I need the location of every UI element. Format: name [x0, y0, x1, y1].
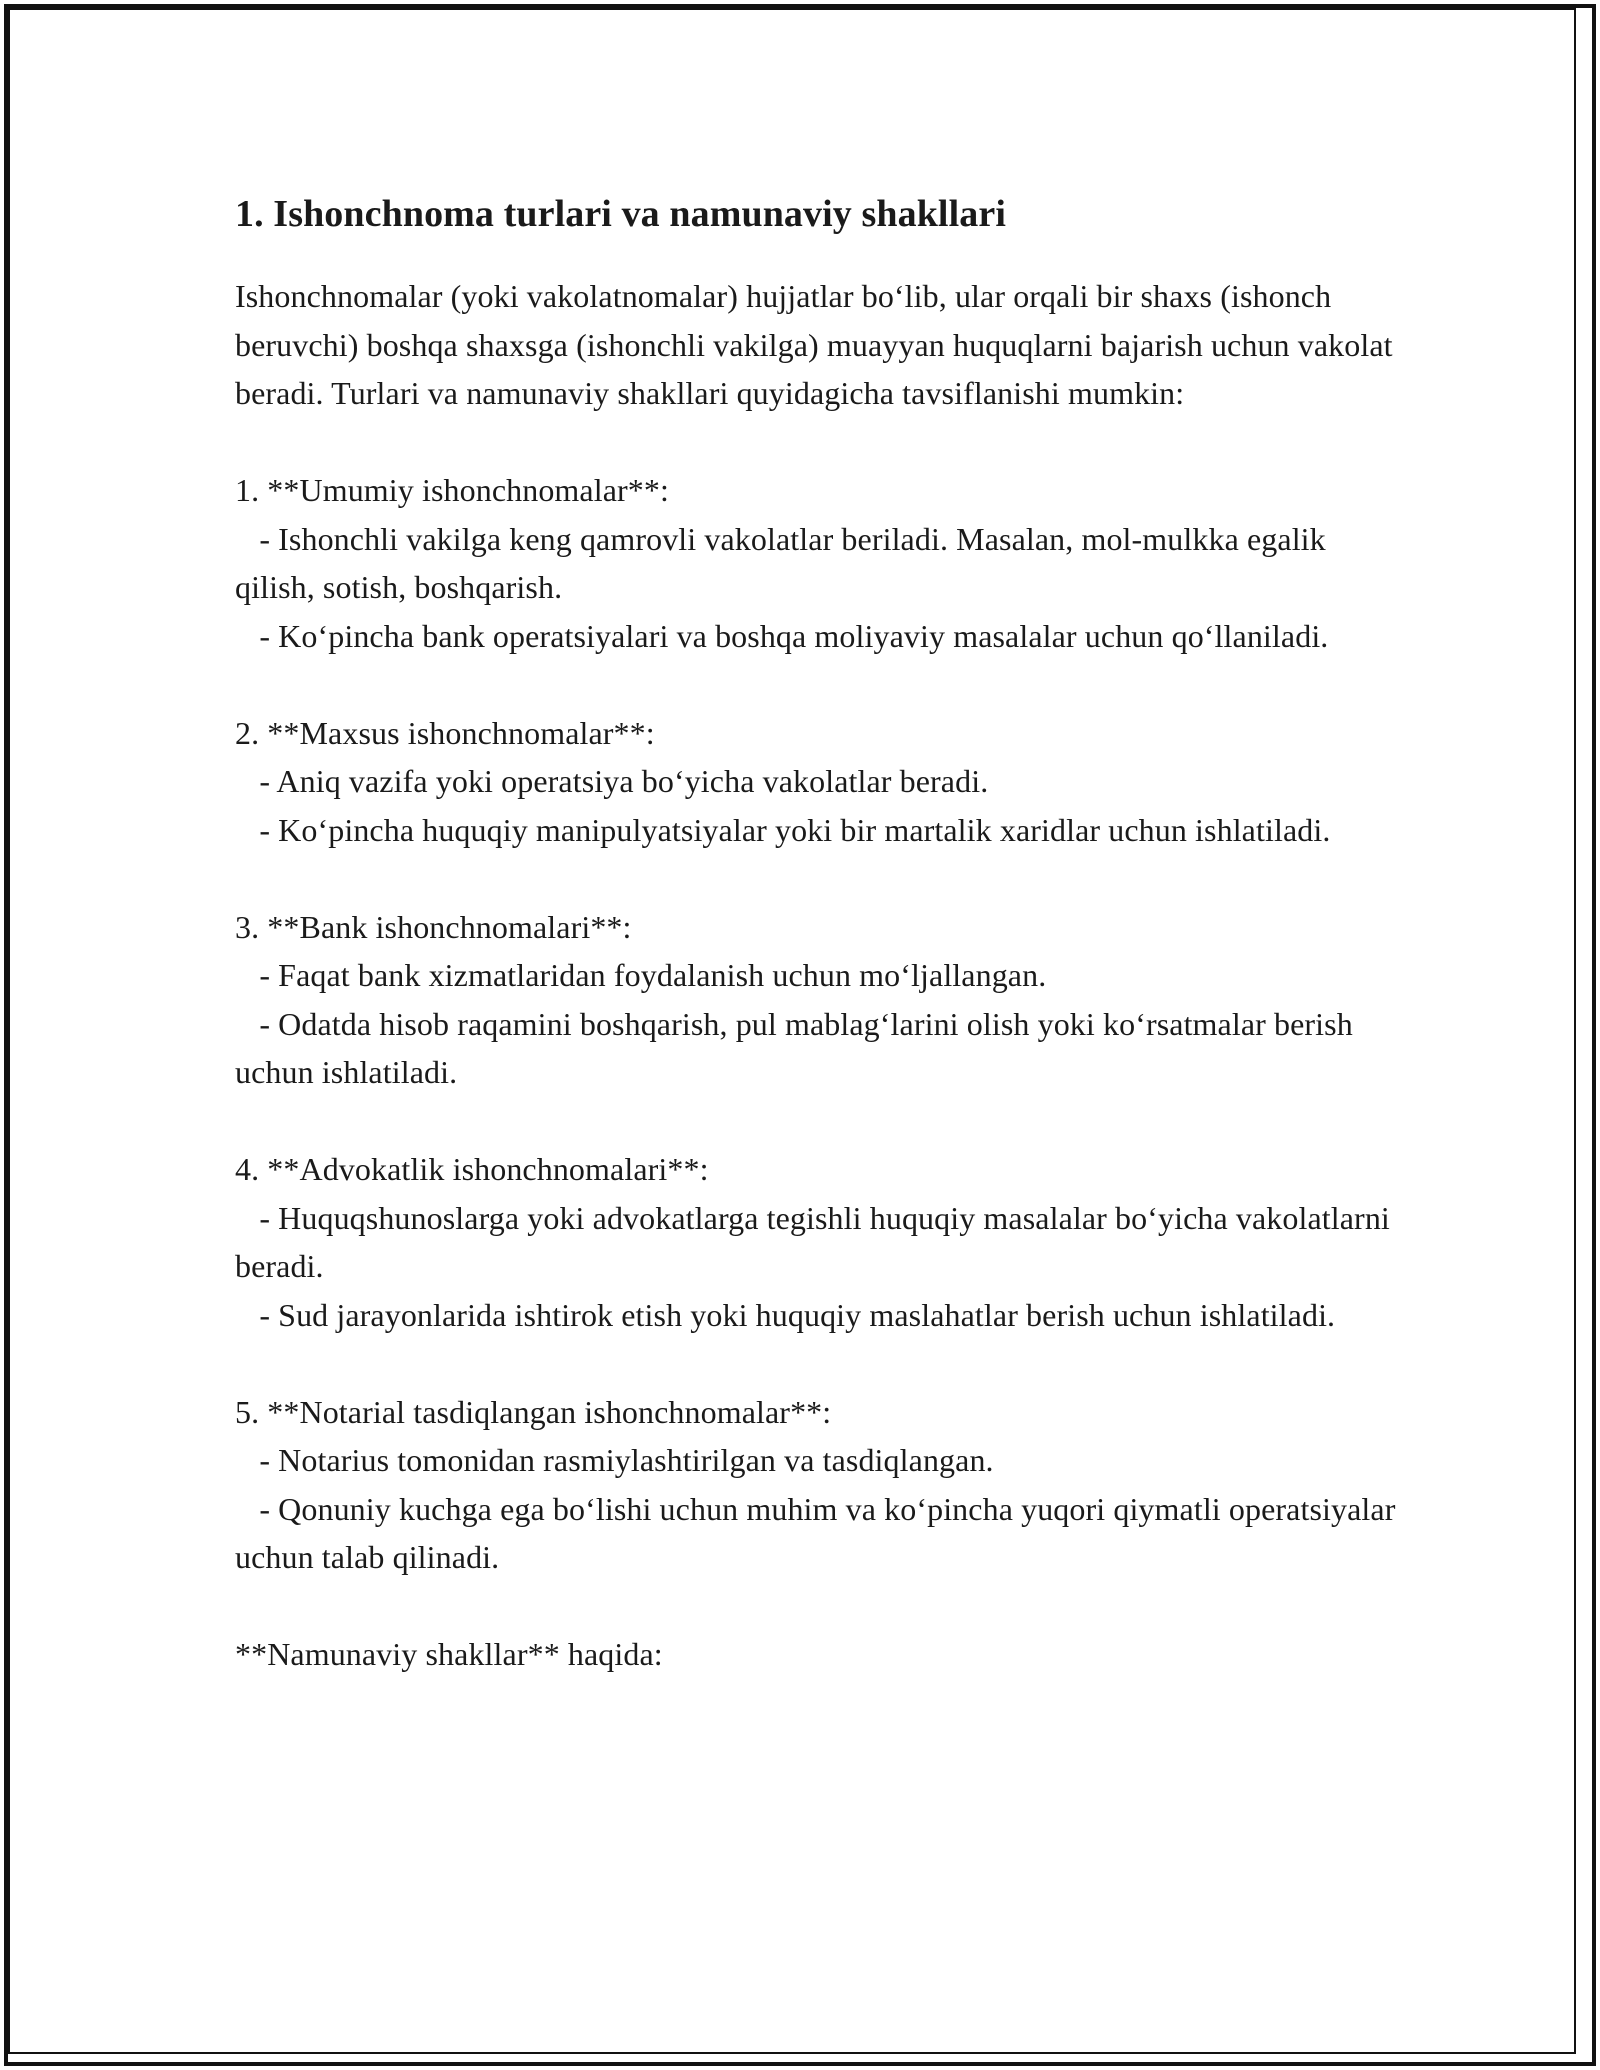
section-bullet: - Ko‘pincha huquqiy manipulyatsiyalar yoki bir martalik xaridlar uchun ishlatiladi. [235, 811, 1331, 848]
blank-line [235, 660, 1405, 709]
section-title: 5. **Notarial tasdiqlangan ishonchnomalar**: [235, 1393, 832, 1430]
blank-line [235, 1339, 1405, 1388]
section-bullet: - Aniq vazifa yoki operatsiya bo‘yicha vakolatlar beradi. [235, 763, 989, 799]
section-1 [235, 466, 1405, 660]
section-5 [235, 1388, 1405, 1582]
closing-line: **Namunaviy shakllar** haqida: [235, 1636, 663, 1672]
section-bullet: - Ishonchli vakilga keng qamrovli vakolatlar beriladi. Masalan, mol-mulkka egalik qilish, sotish, boshqarish. [235, 520, 1334, 605]
blank-line [235, 1582, 1405, 1631]
section-4 [235, 1145, 1405, 1339]
section-title: 4. **Advokatlik ishonchnomalari**: [235, 1151, 709, 1187]
section-bullet: - Ko‘pincha bank operatsiyalari va boshqa moliyaviy masalalar uchun qo‘llaniladi. [235, 617, 1329, 654]
section-title: 2. **Maxsus ishonchnomalar**: [235, 714, 655, 751]
section-bullet: - Faqat bank xizmatlaridan foydalanish uchun mo‘ljallangan. [235, 957, 1047, 993]
document-heading: 1. Ishonchnoma turlari va namunaviy shakllari [235, 193, 1006, 235]
section-title: 1. **Umumiy ishonchnomalar**: [235, 472, 669, 508]
section-3 [235, 903, 1405, 1097]
document-page [235, 190, 1405, 1679]
section-bullet: - Sud jarayonlarida ishtirok etish yoki huquqiy maslahatlar berish uchun ishlatiladi. [235, 1296, 1336, 1333]
section-bullet: - Huquqshunoslarga yoki advokatlarga tegishli huquqiy masalalar bo‘yicha vakolatlarni beradi. [235, 1199, 1399, 1284]
section-bullet: - Notarius tomonidan rasmiylashtirilgan va tasdiqlangan. [235, 1442, 994, 1478]
section-bullet: - Odatda hisob raqamini boshqarish, pul mablag‘larini olish yoki ko‘rsatmalar berish uchun ishlatiladi. [235, 1005, 1361, 1090]
blank-line [235, 854, 1405, 903]
section-title: 3. **Bank ishonchnomalari**: [235, 908, 632, 945]
blank-line [235, 418, 1405, 467]
section-bullet: - Qonuniy kuchga ega bo‘lishi uchun muhim va ko‘pincha yuqori qiymatli operatsiyalar uchun talab qilinadi. [235, 1490, 1404, 1575]
intro-paragraph: Ishonchnomalar (yoki vakolatnomalar) hujjatlar bo‘lib, ular orqali bir shaxs (ishonch beruvchi) boshqa shaxsga (ishonchli vakilga) muayyan huquqlarni bajarish uchun vakolat beradi. Turlari va namunaviy shakllari quyidagicha tavsiflanishi mumkin: [235, 278, 1401, 411]
blank-line [235, 1097, 1405, 1146]
section-2 [235, 709, 1405, 855]
